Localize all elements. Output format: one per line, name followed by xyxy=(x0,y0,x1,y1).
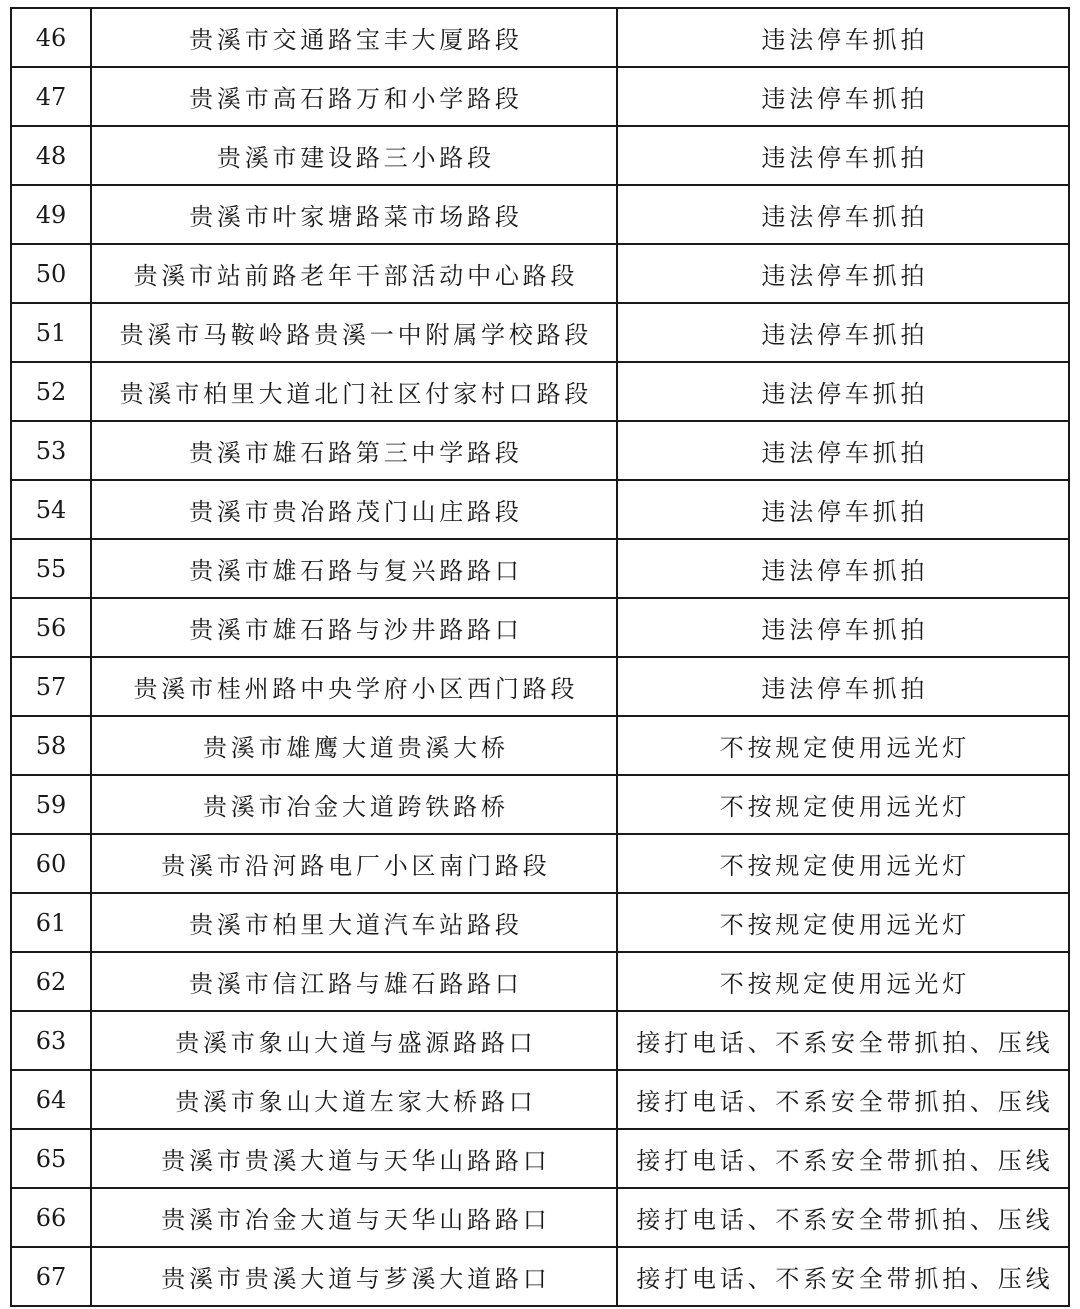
table-row xyxy=(12,776,1068,835)
violation-type-cell: 违法停车抓拍 xyxy=(761,380,929,408)
location-cell: 贵溪市交通路宝丰大厦路段 xyxy=(92,9,618,66)
violation-type-cell: 违法停车抓拍 xyxy=(761,262,929,290)
row-number-cell: 47 xyxy=(12,68,92,125)
location-cell: 贵溪市站前路老年干部活动中心路段 xyxy=(92,245,618,302)
table-row xyxy=(12,1071,1068,1130)
row-number-cell: 57 xyxy=(12,658,92,715)
table-row xyxy=(12,186,1068,245)
violation-type-cell: 违法停车抓拍 xyxy=(761,85,929,113)
table-row xyxy=(12,481,1068,540)
location-cell: 贵溪市柏里大道北门社区付家村口路段 xyxy=(92,363,618,420)
location-cell: 贵溪市柏里大道汽车站路段 xyxy=(92,894,618,951)
camera-location-table xyxy=(10,7,1070,1307)
row-number-cell: 55 xyxy=(12,540,92,597)
location-cell: 贵溪市冶金大道跨铁路桥 xyxy=(92,776,618,833)
violation-type-cell: 不按规定使用远光灯 xyxy=(719,734,970,762)
location-cell: 贵溪市冶金大道与天华山路路口 xyxy=(92,1189,618,1246)
violation-type-cell: 不按规定使用远光灯 xyxy=(719,911,970,939)
location-cell: 贵溪市雄鹰大道贵溪大桥 xyxy=(92,717,618,774)
violation-type-cell: 接打电话、不系安全带抓拍、压线 xyxy=(636,1029,1054,1057)
violation-type-cell: 接打电话、不系安全带抓拍、压线 xyxy=(636,1088,1054,1116)
location-cell: 贵溪市高石路万和小学路段 xyxy=(92,68,618,125)
row-number-cell: 61 xyxy=(12,894,92,951)
row-number-cell: 59 xyxy=(12,776,92,833)
location-cell: 贵溪市雄石路与沙井路路口 xyxy=(92,599,618,656)
location-cell: 贵溪市贵冶路茂门山庄路段 xyxy=(92,481,618,538)
row-number-cell: 60 xyxy=(12,835,92,892)
violation-type-cell: 违法停车抓拍 xyxy=(761,321,929,349)
location-cell: 贵溪市建设路三小路段 xyxy=(92,127,618,184)
violation-type-cell: 违法停车抓拍 xyxy=(761,203,929,231)
table-row xyxy=(12,894,1068,953)
table-row xyxy=(12,9,1068,68)
location-cell: 贵溪市雄石路与复兴路路口 xyxy=(92,540,618,597)
violation-type-cell: 不按规定使用远光灯 xyxy=(719,793,970,821)
table-row xyxy=(12,953,1068,1012)
violation-type-cell: 接打电话、不系安全带抓拍、压线 xyxy=(636,1265,1054,1293)
row-number-cell: 53 xyxy=(12,422,92,479)
row-number-cell: 65 xyxy=(12,1130,92,1187)
table-row xyxy=(12,658,1068,717)
location-cell: 贵溪市桂州路中央学府小区西门路段 xyxy=(92,658,618,715)
violation-type-cell: 不按规定使用远光灯 xyxy=(719,852,970,880)
violation-type-cell: 违法停车抓拍 xyxy=(761,439,929,467)
row-number-cell: 49 xyxy=(12,186,92,243)
row-number-cell: 46 xyxy=(12,9,92,66)
row-number-cell: 67 xyxy=(12,1248,92,1305)
row-number-cell: 64 xyxy=(12,1071,92,1128)
table-row xyxy=(12,1012,1068,1071)
table-row xyxy=(12,1130,1068,1189)
table-row xyxy=(12,1189,1068,1248)
location-cell: 贵溪市象山大道与盛源路路口 xyxy=(92,1012,618,1069)
violation-type-cell: 接打电话、不系安全带抓拍、压线 xyxy=(636,1206,1054,1234)
location-cell: 贵溪市叶家塘路菜市场路段 xyxy=(92,186,618,243)
location-cell: 贵溪市雄石路第三中学路段 xyxy=(92,422,618,479)
table-row xyxy=(12,835,1068,894)
row-number-cell: 50 xyxy=(12,245,92,302)
row-number-cell: 56 xyxy=(12,599,92,656)
violation-type-cell: 不按规定使用远光灯 xyxy=(719,970,970,998)
table-row xyxy=(12,599,1068,658)
location-cell: 贵溪市沿河路电厂小区南门路段 xyxy=(92,835,618,892)
row-number-cell: 66 xyxy=(12,1189,92,1246)
row-number-cell: 52 xyxy=(12,363,92,420)
table-row xyxy=(12,422,1068,481)
row-number-cell: 51 xyxy=(12,304,92,361)
location-cell: 贵溪市马鞍岭路贵溪一中附属学校路段 xyxy=(92,304,618,361)
location-cell: 贵溪市象山大道左家大桥路口 xyxy=(92,1071,618,1128)
violation-type-cell: 违法停车抓拍 xyxy=(761,26,929,54)
row-number-cell: 62 xyxy=(12,953,92,1010)
table-row xyxy=(12,363,1068,422)
location-cell: 贵溪市贵溪大道与天华山路路口 xyxy=(92,1130,618,1187)
row-number-cell: 54 xyxy=(12,481,92,538)
violation-type-cell: 违法停车抓拍 xyxy=(761,675,929,703)
row-number-cell: 48 xyxy=(12,127,92,184)
table-row xyxy=(12,717,1068,776)
table-row xyxy=(12,245,1068,304)
table-row xyxy=(12,68,1068,127)
row-number-cell: 63 xyxy=(12,1012,92,1069)
violation-type-cell: 违法停车抓拍 xyxy=(761,144,929,172)
location-cell: 贵溪市贵溪大道与芗溪大道路口 xyxy=(92,1248,618,1305)
location-cell: 贵溪市信江路与雄石路路口 xyxy=(92,953,618,1010)
table-row xyxy=(12,304,1068,363)
violation-type-cell: 接打电话、不系安全带抓拍、压线 xyxy=(636,1147,1054,1175)
violation-type-cell: 违法停车抓拍 xyxy=(761,498,929,526)
table-row xyxy=(12,1248,1068,1307)
row-number-cell: 58 xyxy=(12,717,92,774)
violation-type-cell: 违法停车抓拍 xyxy=(761,557,929,585)
table-row xyxy=(12,127,1068,186)
violation-type-cell: 违法停车抓拍 xyxy=(761,616,929,644)
table-row xyxy=(12,540,1068,599)
